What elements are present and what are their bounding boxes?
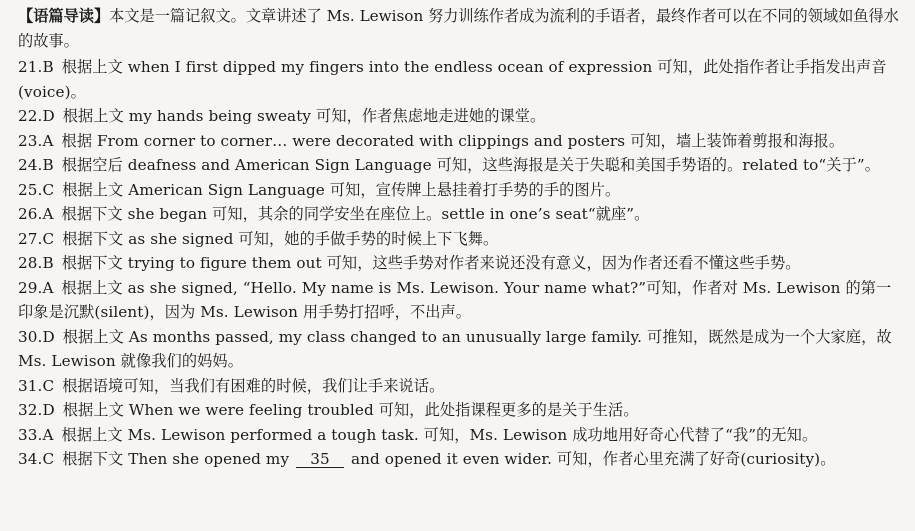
answer-explanation: 根据下文 as she signed 可知，她的手做手势的时候上下飞舞。 [62, 229, 499, 248]
answer-entry [18, 398, 901, 423]
answer-entry [18, 251, 901, 276]
answer-explanation: 根据上文 When we were feeling troubled 可知，此处指课程更多的是关于生活。 [62, 401, 639, 419]
answer-number: 24.B [18, 156, 54, 174]
answer-explanation: 根据空后 deafness and American Sign Language 可知，这些海报是关于失聪和美国手势语的。related to“关于”。 [61, 156, 880, 174]
answer-explanation: 根据上文 as she signed, “Hello. My name is Ms. Lewison. Your name what?”可知，作者对 Ms. Lewison 的第一印象是沉默(silent)，因为 Ms. Lewison 用手势打招呼，不出声。 [18, 278, 892, 321]
passage-guide [18, 4, 901, 53]
answer-entry [18, 374, 901, 399]
answer-explanation-end: and opened it even wider. 可知，作者心里充满了好奇(curiosity)。 [351, 450, 836, 468]
answer-entry [18, 178, 901, 203]
answer-entry-34 [18, 447, 901, 472]
passage-guide-text: 本文是一篇记叙文。文章讲述了 Ms. Lewison 努力训练作者成为流利的手语者，最终作者可以在不同的领域如鱼得水的故事。 [18, 7, 899, 50]
answer-number: 23.A [18, 131, 54, 150]
blank-number: 35 [296, 451, 344, 468]
answer-number: 32.D [18, 401, 55, 419]
answer-number: 29.A [18, 278, 54, 297]
answer-entry [18, 153, 901, 178]
answer-explanation: 根据上文 As months passed, my class changed to an unusually large family. 可推知，既然是成为一个大家庭，故 Ms. Lewison 就像我们的妈妈。 [18, 327, 892, 370]
answer-list [18, 55, 901, 447]
answer-explanation: 根据上文 my hands being sweaty 可知，作者焦虑地走进她的课堂。 [62, 107, 546, 125]
answer-number: 26.A [18, 205, 54, 223]
answer-entry [18, 55, 901, 104]
answer-explanation: 根据 From corner to corner… were decorated with clippings and posters 可知，墙上装饰着剪报和海报。 [61, 131, 845, 150]
answer-entry [18, 202, 901, 227]
answer-explanation: 根据下文 she began 可知，其余的同学安坐在座位上。settle in one’s seat“就座”。 [61, 205, 650, 223]
answer-number: 31.C [18, 376, 55, 395]
passage-guide-tag: 【语篇导读】 [18, 7, 110, 25]
answer-entry [18, 227, 901, 252]
answer-number: 27.C [18, 229, 55, 248]
answer-entry [18, 325, 901, 374]
answer-number: 21.B [18, 58, 54, 76]
answer-entry [18, 129, 901, 154]
answer-number: 34.C [18, 450, 55, 468]
answer-explanation: 根据下文 trying to figure them out 可知，这些手势对作者来说还没有意义，因为作者还看不懂这些手势。 [61, 254, 801, 272]
answer-number: 25.C [18, 180, 55, 199]
answer-explanation: 根据上文 American Sign Language 可知，宣传牌上悬挂着打手势的手的图片。 [62, 180, 621, 199]
answer-explanation: 根据上文 when I first dipped my fingers into the endless ocean of expression 可知，此处指作者让手指发出声音(voice)。 [18, 58, 887, 101]
answer-explanation-start: 根据下文 Then she opened my [62, 450, 290, 468]
answer-number: 30.D [18, 327, 55, 346]
answer-entry [18, 276, 901, 325]
answer-explanation: 根据语境可知，当我们有困难的时候，我们让手来说话。 [62, 376, 445, 395]
answer-explanation: 根据上文 Ms. Lewison performed a tough task. 可知，Ms. Lewison 成功地用好奇心代替了“我”的无知。 [61, 425, 818, 444]
answer-entry [18, 423, 901, 448]
answer-number: 28.B [18, 254, 54, 272]
answer-number: 33.A [18, 425, 54, 444]
answer-entry [18, 104, 901, 129]
answer-number: 22.D [18, 107, 55, 125]
